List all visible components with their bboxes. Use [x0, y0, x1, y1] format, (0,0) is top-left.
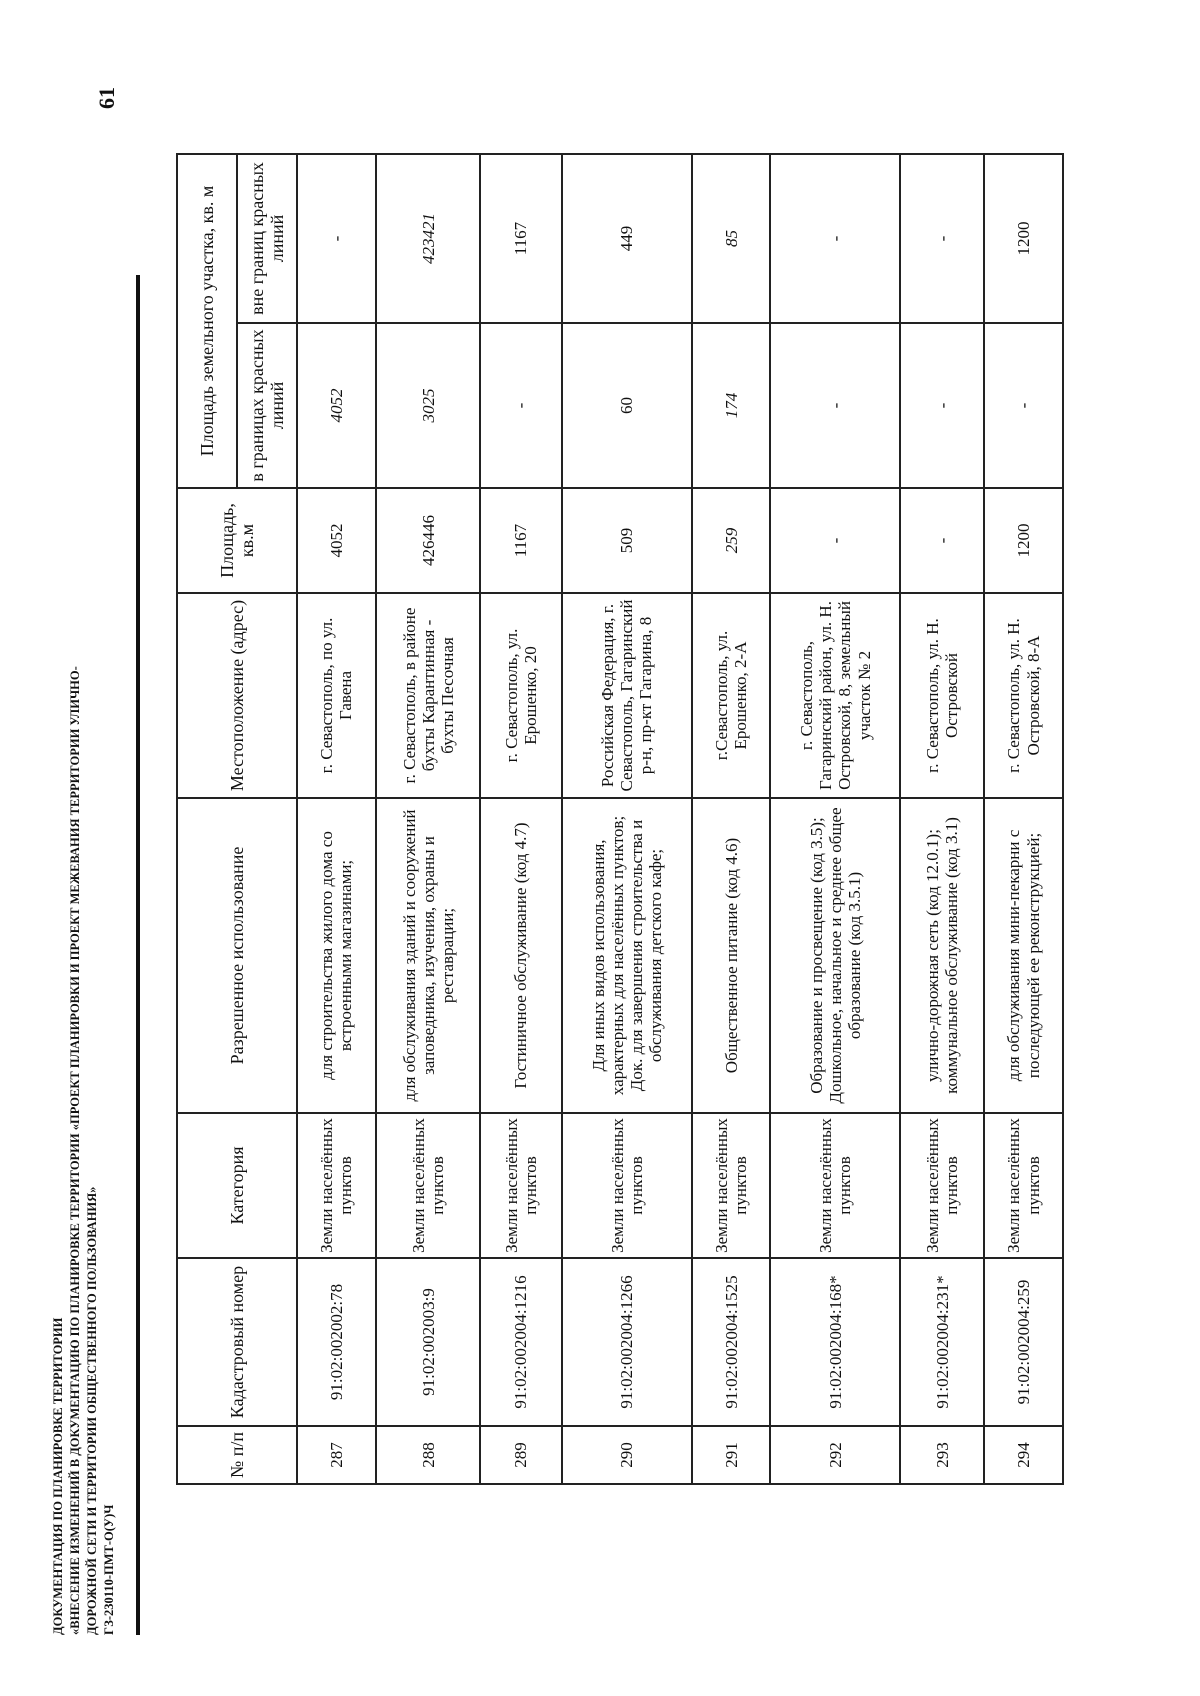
cell-inside: 174	[692, 323, 771, 488]
cell-outside: -	[297, 154, 376, 323]
table-row	[770, 154, 900, 1484]
cell-cadastral: 91:02:002003:9	[376, 1258, 480, 1426]
cell-area: 259	[692, 488, 771, 593]
cell-cadastral: 91:02:002004:231*	[900, 1258, 984, 1426]
cell-area: 426446	[376, 488, 480, 593]
cell-location: г.Севастополь, ул. Ерошенко, 2-А	[692, 593, 771, 798]
header-usage: Разрешенное использование	[177, 798, 297, 1113]
header-location: Местоположение (адрес)	[177, 593, 297, 798]
table-row	[900, 154, 984, 1484]
cell-outside: 423421	[376, 154, 480, 323]
cell-inside: -	[900, 323, 984, 488]
cell-location: Российская Федерация, г. Севастополь, Гагаринский р-н, пр-кт Гагарина, 8	[562, 593, 692, 798]
table-row	[297, 154, 376, 1484]
cell-location: г. Севастополь, ул. Н. Островской, 8-А	[984, 593, 1063, 798]
cell-usage: для обслуживания зданий и сооружений заповедника, изучения, охраны и реставрации;	[376, 798, 480, 1113]
cell-outside: -	[770, 154, 900, 323]
cell-location: г. Севастополь, Гагаринский район, ул. Н. Островской, 8, земельный участок № 2	[770, 593, 900, 798]
header-category: Категория	[177, 1113, 297, 1258]
cell-num: 289	[480, 1426, 561, 1484]
page-number: 61	[94, 87, 119, 109]
cell-num: 288	[376, 1426, 480, 1484]
cell-usage: Образование и просвещение (код 3.5); Дошкольное, начальное и среднее общее образование (код 3.5.1)	[770, 798, 900, 1113]
cell-usage: улично-дорожная сеть (код 12.0.1); коммунальное обслуживание (код 3.1)	[900, 798, 984, 1113]
cell-outside: -	[900, 154, 984, 323]
cell-area: -	[770, 488, 900, 593]
header-line-2: «ВНЕСЕНИЕ ИЗМЕНЕНИЙ В ДОКУМЕНТАЦИЮ ПО ПЛАНИРОВКЕ ТЕРРИТОРИИ «ПРОЕКТ ПЛАНИРОВКИ И ПРОЕКТ МЕЖЕВАНИЯ ТЕРРИТОРИИ УЛИЧНО-	[68, 666, 82, 1635]
header-outside-red-lines: вне границ красных линий	[237, 154, 297, 323]
header-line-4: ГЗ-230110-ПМТ-О(У)Ч	[102, 1504, 116, 1635]
cell-num: 294	[984, 1426, 1063, 1484]
cell-category: Земли населённых пунктов	[376, 1113, 480, 1258]
cell-area: 509	[562, 488, 692, 593]
cell-area: 1200	[984, 488, 1063, 593]
cell-category: Земли населённых пунктов	[562, 1113, 692, 1258]
cell-usage: для строительства жилого дома со встроенными магазинами;	[297, 798, 376, 1113]
cell-area: 4052	[297, 488, 376, 593]
document-header	[50, 335, 118, 1635]
header-area: Площадь, кв.м	[177, 488, 297, 593]
table-row	[480, 154, 561, 1484]
cell-num: 290	[562, 1426, 692, 1484]
cell-location: г. Севастополь, ул. Н. Островской	[900, 593, 984, 798]
cell-category: Земли населённых пунктов	[692, 1113, 771, 1258]
table-row	[562, 154, 692, 1484]
cell-usage: для обслуживания мини-пекарни с последующей ее реконструкцией;	[984, 798, 1063, 1113]
cell-inside: -	[984, 323, 1063, 488]
cell-outside: 449	[562, 154, 692, 323]
cell-location: г. Севастополь, по ул. Гавена	[297, 593, 376, 798]
cell-inside: 3025	[376, 323, 480, 488]
cell-area: -	[900, 488, 984, 593]
header-divider	[136, 275, 140, 1635]
header-inside-red-lines: в границах красных линий	[237, 323, 297, 488]
cell-num: 291	[692, 1426, 771, 1484]
cell-area: 1167	[480, 488, 561, 593]
header-cadastral: Кадастровый номер	[177, 1258, 297, 1426]
cell-usage: Общественное питание (код 4.6)	[692, 798, 771, 1113]
table-row	[984, 154, 1063, 1484]
rotated-page-content	[50, 150, 1085, 1635]
header-line-1: ДОКУМЕНТАЦИЯ ПО ПЛАНИРОВКЕ ТЕРРИТОРИИ	[51, 1317, 65, 1635]
cell-num: 287	[297, 1426, 376, 1484]
cell-cadastral: 91:02:002002:78	[297, 1258, 376, 1426]
cell-location: г. Севастополь, ул. Ерошенко, 20	[480, 593, 561, 798]
cell-inside: 60	[562, 323, 692, 488]
cell-usage: Гостиничное обслуживание (код 4.7)	[480, 798, 561, 1113]
cell-inside: -	[480, 323, 561, 488]
table-row	[692, 154, 771, 1484]
header-land-area-group: Площадь земельного участка, кв. м	[177, 154, 237, 488]
cell-category: Земли населённых пунктов	[900, 1113, 984, 1258]
cell-cadastral: 91:02:002004:1525	[692, 1258, 771, 1426]
cell-category: Земли населённых пунктов	[770, 1113, 900, 1258]
cell-usage: Для иных видов использования, характерных для населённых пунктов; Док. для завершения строительства и обслуживания детского кафе;	[562, 798, 692, 1113]
cell-num: 292	[770, 1426, 900, 1484]
cell-cadastral: 91:02:002004:1216	[480, 1258, 561, 1426]
header-line-3: ДОРОЖНОЙ СЕТИ И ТЕРРИТОРИИ ОБЩЕСТВЕННОГО ПОЛЬЗОВАНИЯ»	[85, 1186, 99, 1635]
cell-category: Земли населённых пунктов	[297, 1113, 376, 1258]
land-plots-table	[176, 153, 1064, 1485]
cell-inside: -	[770, 323, 900, 488]
cell-location: г. Севастополь, в районе бухты Карантинная - бухты Песочная	[376, 593, 480, 798]
header-num: № п/п	[177, 1426, 297, 1484]
cell-num: 293	[900, 1426, 984, 1484]
cell-cadastral: 91:02:002004:259	[984, 1258, 1063, 1426]
cell-inside: 4052	[297, 323, 376, 488]
cell-category: Земли населённых пунктов	[480, 1113, 561, 1258]
cell-cadastral: 91:02:002004:168*	[770, 1258, 900, 1426]
cell-outside: 1200	[984, 154, 1063, 323]
cell-cadastral: 91:02:002004:1266	[562, 1258, 692, 1426]
cell-category: Земли населённых пунктов	[984, 1113, 1063, 1258]
table-row	[376, 154, 480, 1484]
cell-outside: 1167	[480, 154, 561, 323]
cell-outside: 85	[692, 154, 771, 323]
